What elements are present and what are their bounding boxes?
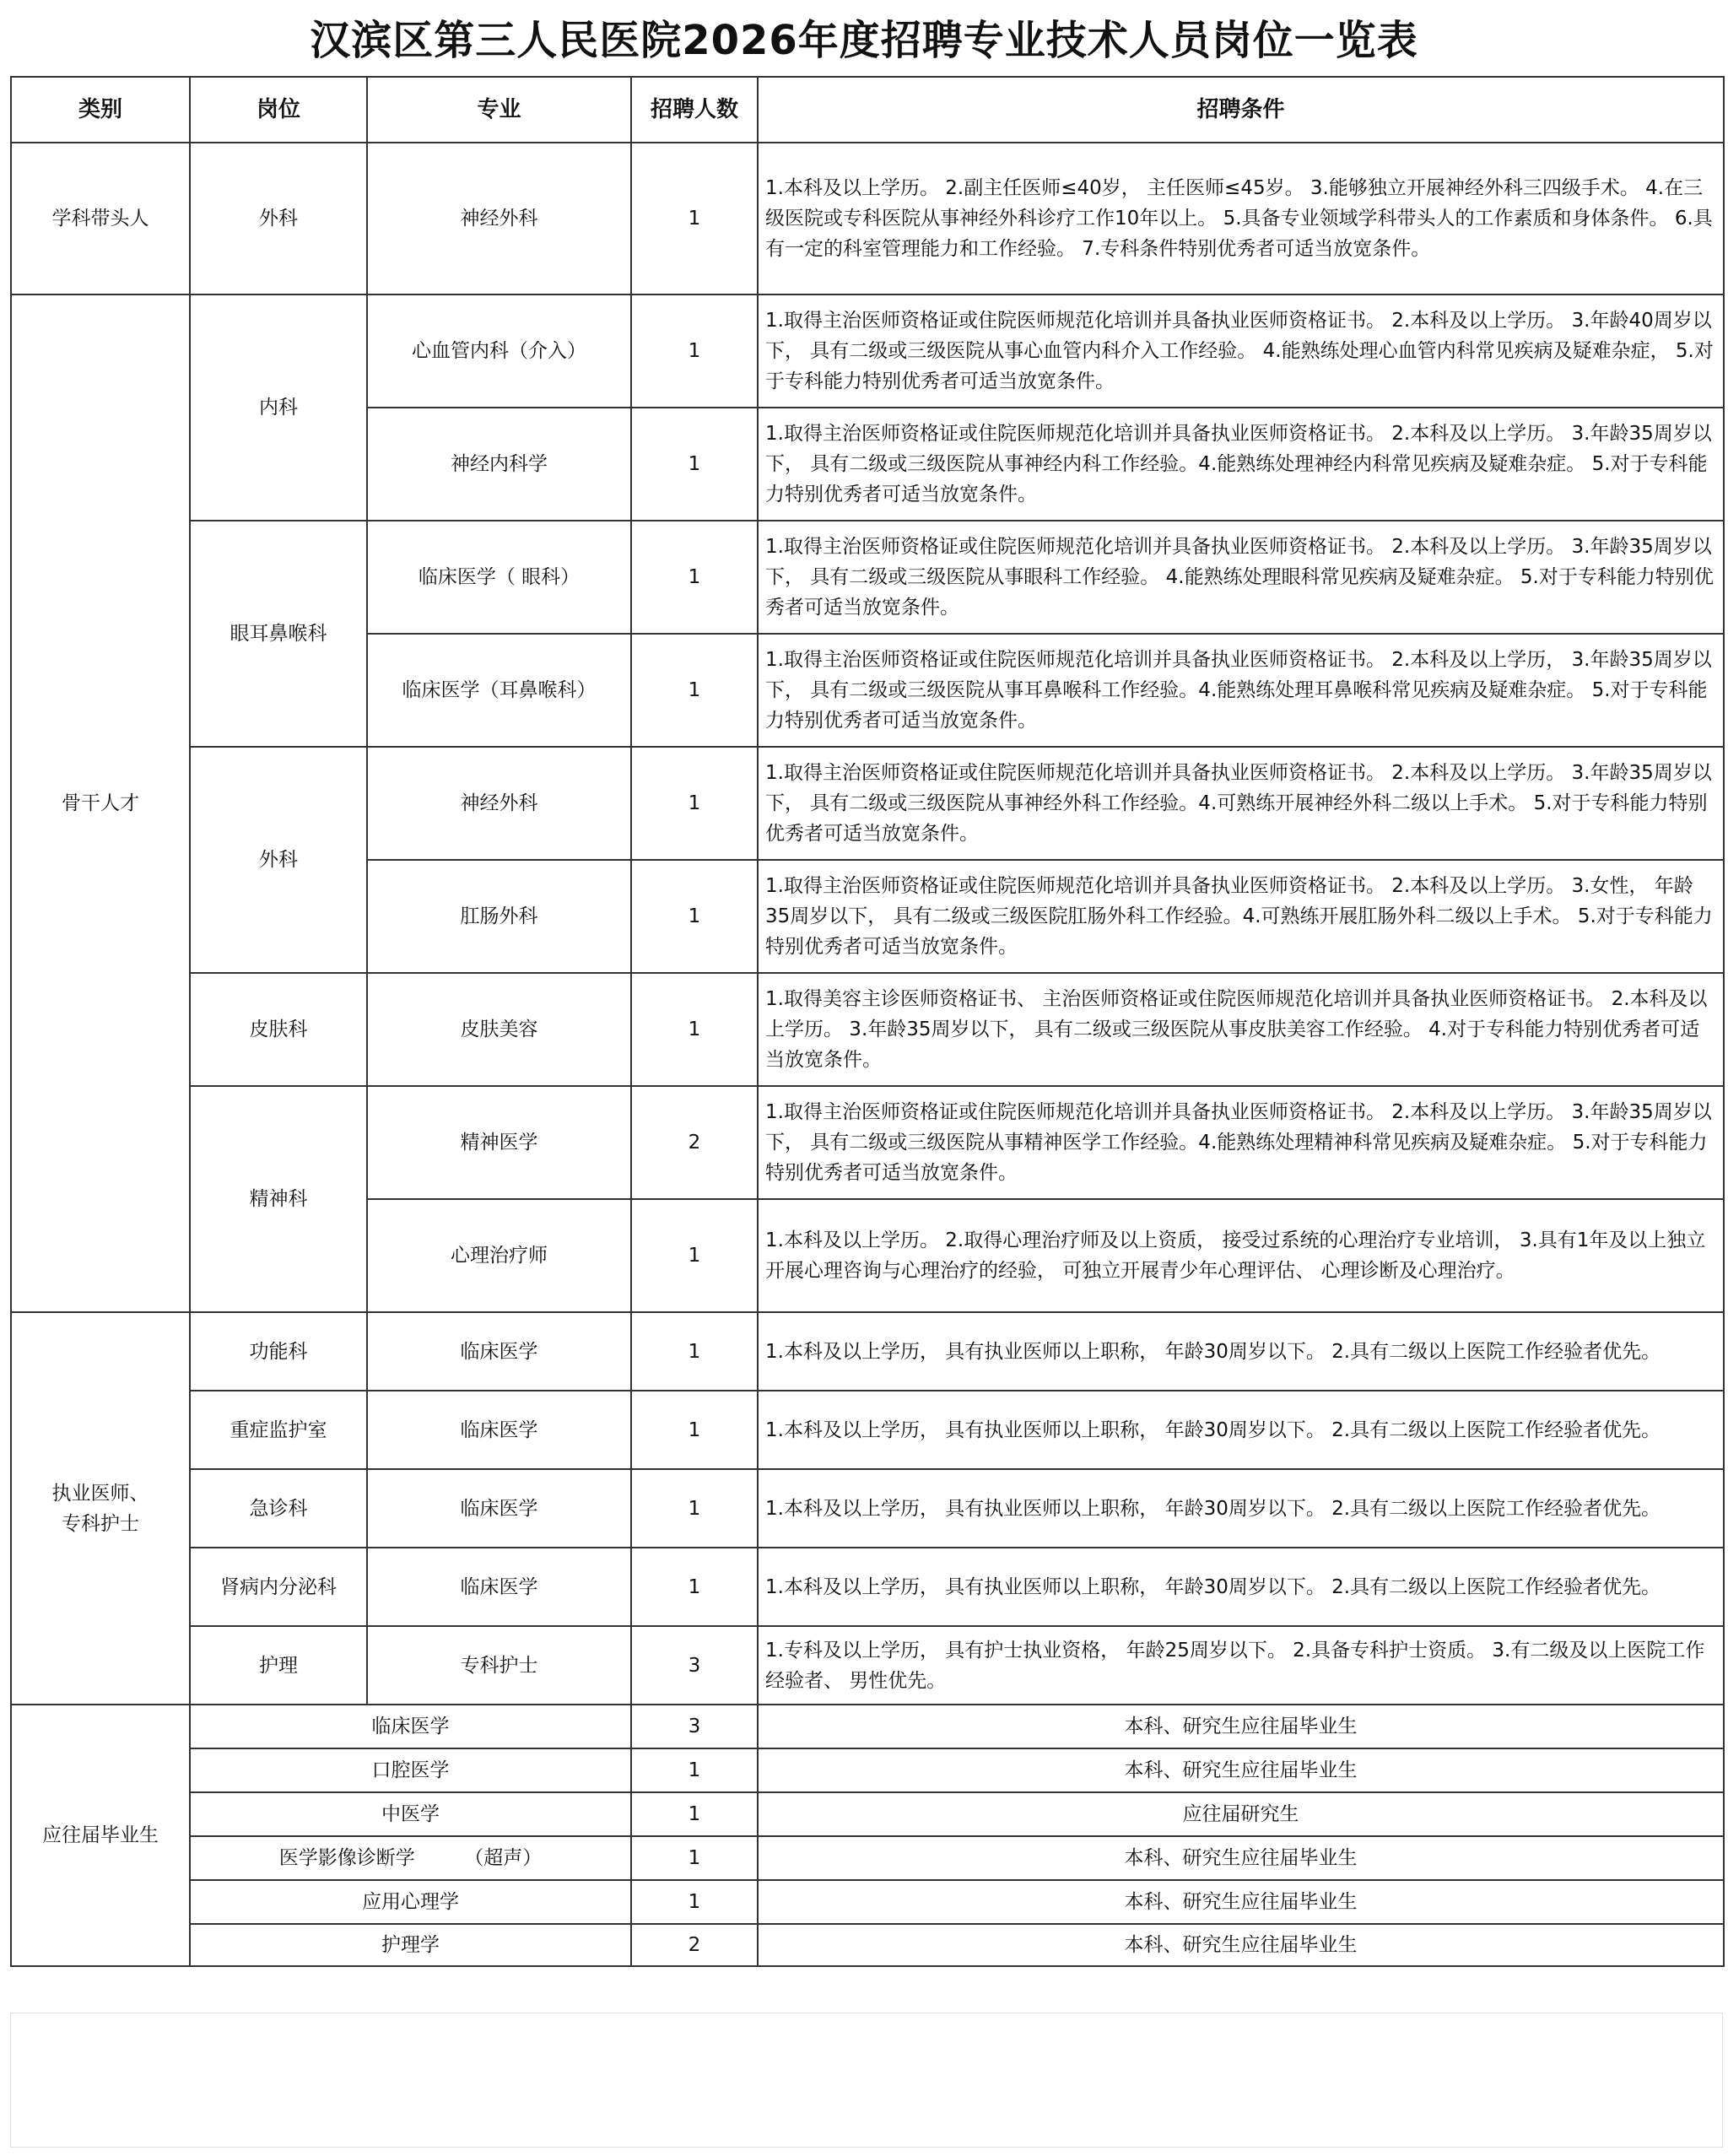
table-row (11, 1626, 1724, 1705)
table-row (11, 294, 1724, 408)
count-cell: 3 (631, 1705, 758, 1748)
count-cell: 1 (631, 1312, 758, 1391)
requirements-cell: 1.取得主治医师资格证或住院医师规范化培训并具备执业医师资格证书。 2.本科及以上学历。 3.年龄40周岁以下， 具有二级或三级医院从事心血管内科介入工作经验。 4.能熟练处理心血管内科常见疾病及疑难杂症， 5.对于专科能力特别优秀者可适当放宽条件。 (758, 294, 1724, 408)
header-major: 专业 (367, 77, 631, 143)
count-cell: 1 (631, 973, 758, 1086)
count-cell: 1 (631, 1792, 758, 1836)
page-title: 汉滨区第三人民医院2026年度招聘专业技术人员岗位一览表 (310, 17, 1418, 64)
requirements-cell: 1.取得主治医师资格证或住院医师规范化培训并具备执业医师资格证书。 2.本科及以上学历。 3.年龄35周岁以下， 具有二级或三级医院从事精神医学工作经验。4.能熟练处理精神科常见疾病及疑难杂症。 5.对于专科能力特别优秀者可适当放宽条件。 (758, 1086, 1724, 1199)
header-count: 招聘人数 (631, 77, 758, 143)
post-cell: 内科 (190, 294, 367, 521)
table-row (11, 143, 1724, 294)
count-cell: 1 (631, 1391, 758, 1469)
count-cell: 1 (631, 1836, 758, 1880)
major-cell: 心血管内科（介入） (367, 294, 631, 408)
table-row (11, 1748, 1724, 1792)
header-category: 类别 (11, 77, 190, 143)
table-row (11, 1880, 1724, 1924)
count-cell: 2 (631, 1086, 758, 1199)
major-cell: 中医学 (190, 1792, 631, 1836)
major-cell: 临床医学（耳鼻喉科） (367, 634, 631, 747)
requirements-cell: 1.本科及以上学历， 具有执业医师以上职称， 年龄30周岁以下。 2.具有二级以上医院工作经验者优先。 (758, 1548, 1724, 1626)
requirements-cell: 本科、研究生应往届毕业生 (758, 1748, 1724, 1792)
count-cell: 1 (631, 634, 758, 747)
major-cell: 精神医学 (367, 1086, 631, 1199)
table-row (11, 521, 1724, 634)
major-cell: 神经外科 (367, 143, 631, 294)
count-cell: 1 (631, 1748, 758, 1792)
category-cell: 学科带头人 (11, 143, 190, 294)
count-cell: 1 (631, 408, 758, 521)
table-row (11, 1924, 1724, 1966)
requirements-cell: 本科、研究生应往届毕业生 (758, 1880, 1724, 1924)
major-cell: 神经外科 (367, 747, 631, 860)
major-cell: 临床医学 (367, 1312, 631, 1391)
major-cell: 临床医学 (367, 1548, 631, 1626)
major-cell: 临床医学 (190, 1705, 631, 1748)
count-cell: 3 (631, 1626, 758, 1705)
table-row (11, 747, 1724, 860)
requirements-cell: 本科、研究生应往届毕业生 (758, 1924, 1724, 1966)
table-row (11, 1792, 1724, 1836)
post-cell: 外科 (190, 747, 367, 973)
requirements-cell: 1.本科及以上学历。 2.副主任医师≤40岁， 主任医师≤45岁。 3.能够独立开展神经外科三四级手术。 4.在三级医院或专科医院从事神经外科诊疗工作10年以上。 5.具备专业领域学科带头人的工作素质和身体条件。 6.具有一定的科室管理能力和工作经验。 7.专科条件特别优秀者可适当放宽条件。 (758, 143, 1724, 294)
table-row (11, 1548, 1724, 1626)
page-bottom-blank (10, 2013, 1723, 2148)
header-post: 岗位 (190, 77, 367, 143)
post-cell: 护理 (190, 1626, 367, 1705)
count-cell: 1 (631, 747, 758, 860)
count-cell: 1 (631, 860, 758, 973)
requirements-cell: 1.本科及以上学历。 2.取得心理治疗师及以上资质， 接受过系统的心理治疗专业培训， 3.具有1年及以上独立开展心理咨询与心理治疗的经验， 可独立开展青少年心理评估、 心理诊断及心理治疗。 (758, 1199, 1724, 1312)
major-cell: 皮肤美容 (367, 973, 631, 1086)
requirements-cell: 本科、研究生应往届毕业生 (758, 1836, 1724, 1880)
table-row (11, 1469, 1724, 1548)
count-cell: 1 (631, 143, 758, 294)
major-cell: 临床医学 (367, 1391, 631, 1469)
table-row (11, 1312, 1724, 1391)
table-row (11, 973, 1724, 1086)
major-cell: 专科护士 (367, 1626, 631, 1705)
table-header-row (11, 77, 1724, 143)
requirements-cell: 1.取得主治医师资格证或住院医师规范化培训并具备执业医师资格证书。 2.本科及以上学历。 3.女性， 年龄35周岁以下， 具有二级或三级医院肛肠外科工作经验。4.可熟练开展肛肠外科二级以上手术。 5.对于专科能力特别优秀者可适当放宽条件。 (758, 860, 1724, 973)
post-cell: 重症监护室 (190, 1391, 367, 1469)
requirements-cell: 1.本科及以上学历， 具有执业医师以上职称， 年龄30周岁以下。 2.具有二级以上医院工作经验者优先。 (758, 1391, 1724, 1469)
requirements-cell: 1.取得主治医师资格证或住院医师规范化培训并具备执业医师资格证书。 2.本科及以上学历。 3.年龄35周岁以下， 具有二级或三级医院从事眼科工作经验。 4.能熟练处理眼科常见疾病及疑难杂症。 5.对于专科能力特别优秀者可适当放宽条件。 (758, 521, 1724, 634)
table-row (11, 1086, 1724, 1199)
count-cell: 1 (631, 1548, 758, 1626)
major-cell: 心理治疗师 (367, 1199, 631, 1312)
requirements-cell: 1.取得主治医师资格证或住院医师规范化培训并具备执业医师资格证书。 2.本科及以上学历。 3.年龄35周岁以下， 具有二级或三级医院从事神经外科工作经验。4.可熟练开展神经外科二级以上手术。 5.对于专科能力特别优秀者可适当放宽条件。 (758, 747, 1724, 860)
major-cell: 临床医学 (367, 1469, 631, 1548)
table-row (11, 1391, 1724, 1469)
requirements-cell: 应往届研究生 (758, 1792, 1724, 1836)
post-cell: 功能科 (190, 1312, 367, 1391)
requirements-cell: 1.本科及以上学历， 具有执业医师以上职称， 年龄30周岁以下。 2.具有二级以上医院工作经验者优先。 (758, 1312, 1724, 1391)
major-cell: 应用心理学 (190, 1880, 631, 1924)
post-cell: 皮肤科 (190, 973, 367, 1086)
post-cell: 外科 (190, 143, 367, 294)
major-cell: 神经内科学 (367, 408, 631, 521)
recruitment-table (10, 76, 1725, 1967)
requirements-cell: 1.本科及以上学历， 具有执业医师以上职称， 年龄30周岁以下。 2.具有二级以上医院工作经验者优先。 (758, 1469, 1724, 1548)
table-row (11, 1705, 1724, 1748)
requirements-cell: 1.专科及以上学历， 具有护士执业资格， 年龄25周岁以下。 2.具备专科护士资质。 3.有二级及以上医院工作经验者、 男性优先。 (758, 1626, 1724, 1705)
count-cell: 1 (631, 521, 758, 634)
post-cell: 肾病内分泌科 (190, 1548, 367, 1626)
count-cell: 1 (631, 1469, 758, 1548)
post-cell: 急诊科 (190, 1469, 367, 1548)
post-cell: 精神科 (190, 1086, 367, 1312)
count-cell: 1 (631, 1880, 758, 1924)
category-cell: 应往届毕业生 (11, 1705, 190, 1966)
major-cell: 医学影像诊断学 （超声） (190, 1836, 631, 1880)
post-cell: 眼耳鼻喉科 (190, 521, 367, 747)
count-cell: 2 (631, 1924, 758, 1966)
count-cell: 1 (631, 294, 758, 408)
category-cell: 骨干人才 (11, 294, 190, 1312)
major-cell: 护理学 (190, 1924, 631, 1966)
major-cell: 临床医学（ 眼科） (367, 521, 631, 634)
header-requirements: 招聘条件 (758, 77, 1724, 143)
requirements-cell: 本科、研究生应往届毕业生 (758, 1705, 1724, 1748)
major-cell: 肛肠外科 (367, 860, 631, 973)
count-cell: 1 (631, 1199, 758, 1312)
requirements-cell: 1.取得主治医师资格证或住院医师规范化培训并具备执业医师资格证书。 2.本科及以上学历， 3.年龄35周岁以下， 具有二级或三级医院从事耳鼻喉科工作经验。4.能熟练处理耳鼻喉科常见疾病及疑难杂症。 5.对于专科能力特别优秀者可适当放宽条件。 (758, 634, 1724, 747)
requirements-cell: 1.取得美容主诊医师资格证书、 主治医师资格证或住院医师规范化培训并具备执业医师资格证书。 2.本科及以上学历。 3.年龄35周岁以下， 具有二级或三级医院从事皮肤美容工作经验。 4.对于专科能力特别优秀者可适当放宽条件。 (758, 973, 1724, 1086)
requirements-cell: 1.取得主治医师资格证或住院医师规范化培训并具备执业医师资格证书。 2.本科及以上学历。 3.年龄35周岁以下， 具有二级或三级医院从事神经内科工作经验。4.能熟练处理神经内科常见疾病及疑难杂症。 5.对于专科能力特别优秀者可适当放宽条件。 (758, 408, 1724, 521)
major-cell: 口腔医学 (190, 1748, 631, 1792)
category-cell: 执业医师、 专科护士 (11, 1312, 190, 1705)
table-row (11, 1836, 1724, 1880)
